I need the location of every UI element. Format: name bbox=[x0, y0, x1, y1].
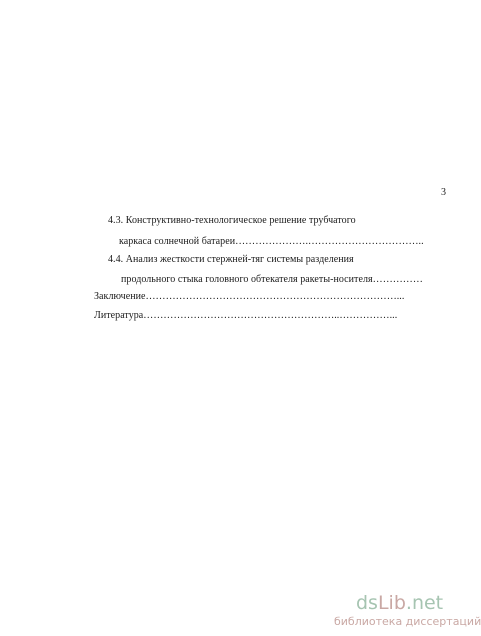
toc-entry-4-3-line-2: каркаса солнечной батареи………………….…………………………….. bbox=[119, 236, 424, 247]
toc-entry-conclusion: Заключение…………………………………………………………………... bbox=[94, 291, 405, 302]
watermark-logo-suffix: .net bbox=[405, 592, 444, 614]
watermark-logo bbox=[356, 592, 443, 614]
toc-entry-4-4-line-1: 4.4. Анализ жесткости стержней-тяг системы разделения bbox=[108, 254, 354, 265]
toc-entry-4-4-line-2: продольного стыка головного обтекателя ракеты-носителя…………… bbox=[121, 274, 423, 285]
watermark-subtitle: библиотека диссертаций bbox=[334, 615, 481, 628]
toc-entry-4-3-line-1: 4.3. Конструктивно-технологическое решение трубчатого bbox=[108, 215, 356, 226]
watermark bbox=[334, 592, 481, 632]
page-number: 3 bbox=[441, 187, 446, 198]
toc-entry-references: Литература…………………………………………………..……………... bbox=[94, 310, 398, 321]
watermark-logo-prefix: ds bbox=[356, 592, 378, 614]
watermark-logo-lib: Lib bbox=[377, 592, 406, 614]
